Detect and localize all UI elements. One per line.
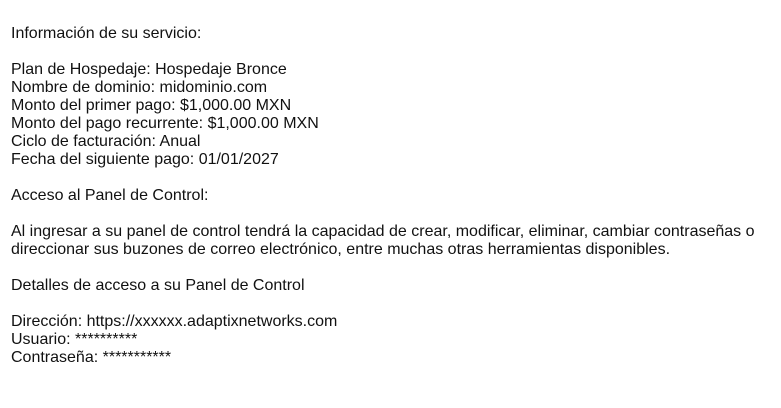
domain-line: Nombre de dominio: midominio.com	[11, 79, 268, 96]
spacer	[11, 205, 776, 223]
recurring-payment-line: Monto del pago recurrente: $1,000.00 MXN	[11, 115, 319, 132]
service-info-heading: Información de su servicio:	[11, 25, 202, 42]
access-details-heading: Detalles de acceso a su Panel de Control	[11, 277, 305, 294]
password-line: Contraseña: ***********	[11, 349, 172, 366]
spacer	[11, 259, 776, 277]
spacer	[11, 169, 776, 187]
control-panel-heading: Acceso al Panel de Control:	[11, 187, 209, 204]
email-body	[11, 25, 776, 367]
first-payment-line: Monto del primer pago: $1,000.00 MXN	[11, 97, 292, 114]
spacer	[11, 43, 776, 61]
billing-cycle-line: Ciclo de facturación: Anual	[11, 133, 201, 150]
username-line: Usuario: **********	[11, 331, 138, 348]
panel-address-line: Dirección: https://xxxxxx.adaptixnetworks.com	[11, 313, 338, 330]
control-panel-description: Al ingresar a su panel de control tendrá la capacidad de crear, modificar, eliminar, cambiar contraseñas o direccionar sus buzones de correo electrónico, entre muchas otras herramientas disponibles.	[11, 223, 755, 258]
plan-line: Plan de Hospedaje: Hospedaje Bronce	[11, 61, 287, 78]
spacer	[11, 295, 776, 313]
next-payment-line: Fecha del siguiente pago: 01/01/2027	[11, 151, 279, 168]
